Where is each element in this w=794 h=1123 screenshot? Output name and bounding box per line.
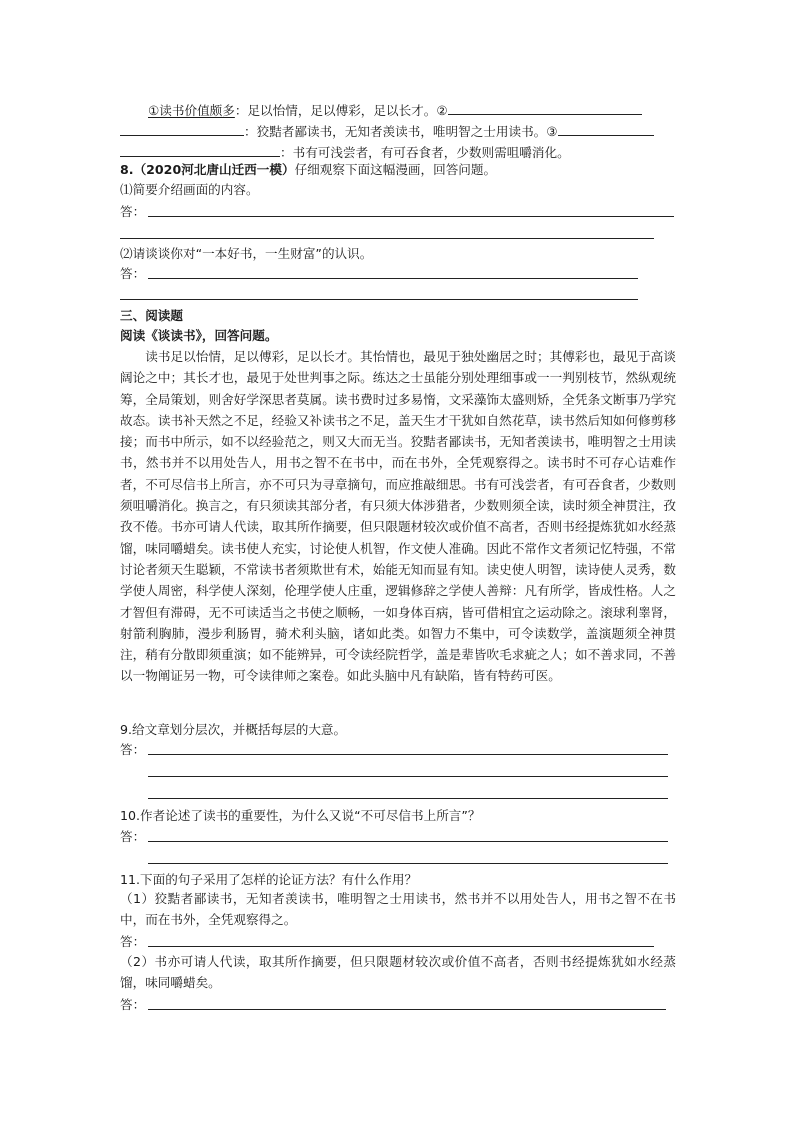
q11-sub2: （2）书亦可请人代读，取其所作摘要，但只限题材较次或价值不高者，否则书经提炼犹如水经蒸馏，味同嚼蜡矣。 xyxy=(120,954,676,991)
q8-sub2-answer-line-1[interactable] xyxy=(148,278,638,279)
q7-line-2 xyxy=(120,123,654,139)
q7-line-3 xyxy=(120,144,570,160)
q8-stem: 8.（2020河北唐山迁西一模）仔细观察下面这幅漫画，回答问题。 xyxy=(120,162,497,177)
q8-source: （2020河北唐山迁西一模） xyxy=(133,162,295,177)
q9-stem: 9.给文章划分层次，并概括每层的大意。 xyxy=(120,722,347,737)
q8-sub1: ⑴简要介绍画面的内容。 xyxy=(120,182,259,197)
q7-blank-3-cont[interactable] xyxy=(120,144,280,157)
q7-item1-label: ①读书价值颇多 xyxy=(148,103,235,118)
q11-sub2-answer-line[interactable] xyxy=(148,1009,666,1010)
q10-answer-line-1[interactable] xyxy=(148,841,668,842)
q8-sub2-answer-label: 答： xyxy=(120,266,146,281)
q8-sub1-answer-label: 答： xyxy=(120,204,146,219)
q8-sub1-answer-line-2[interactable] xyxy=(120,238,654,239)
q11-sub2-answer-label: 答： xyxy=(120,997,146,1012)
q7-blank-3[interactable] xyxy=(558,123,654,136)
q9-answer-line-2[interactable] xyxy=(148,776,668,777)
section-instruction: 阅读《谈读书》，回答问题。 xyxy=(120,328,278,343)
q10-answer-label: 答： xyxy=(120,829,146,844)
q8-sub2-answer-line-2[interactable] xyxy=(120,299,638,300)
q8-sub1-answer-line-1[interactable] xyxy=(148,216,674,217)
q9-answer-label: 答： xyxy=(120,742,146,757)
q7-blank-2[interactable] xyxy=(448,102,642,115)
section-heading: 三、阅读题 xyxy=(120,308,183,323)
q7-item1-text: ：足以怡情，足以傅彩，足以长才。② xyxy=(234,103,448,118)
q8-sub2: ⑵请谈谈你对“一本好书，一生财富”的认识。 xyxy=(120,246,373,261)
q7-item3-text: ：书有可浅尝者，有可吞食者，少数则需咀嚼消化。 xyxy=(280,145,570,160)
q11-sub1-answer-label: 答： xyxy=(120,934,146,949)
q11-sub1-answer-line[interactable] xyxy=(148,946,654,947)
q7-line-1 xyxy=(148,102,642,118)
q10-stem: 10.作者论述了读书的重要性，为什么又说“不可尽信书上所言”？ xyxy=(120,808,481,823)
q7-blank-2-cont[interactable] xyxy=(120,123,244,136)
q7-item2-text: ：狡黠者鄙读书，无知者羡读书，唯明智之士用读书。③ xyxy=(244,124,558,139)
q9-answer-line-1[interactable] xyxy=(148,754,668,755)
q9-answer-line-3[interactable] xyxy=(148,798,668,799)
q11-sub1: （1）狡黠者鄙读书，无知者羡读书，唯明智之士用读书，然书并不以用处告人，用书之智不在书中，而在书外，全凭观察得之。 xyxy=(120,891,676,928)
article-body: 读书足以怡情，足以傅彩，足以长才。其怡情也，最见于独处幽居之时；其傅彩也，最见于高谈阔论之中；其长才也，最见于处世判事之际。练达之士虽能分别处理细事或一一判别枝节，然纵观统筹，全局策划，则舍好学深思者莫属。读书费时过多易惰，文采藻饰太盛则矫，全凭条文断事乃学究故态。读书补天然之不足，经验又补读书之不足，盖天生才干犹如自然花草，读书然后知如何修剪移接；而书中所示，如不以经验范之，则又大而无当。狡黠者鄙读书，无知者羡读书，唯明智之士用读书，然书并不以用处告人，用书之智不在书中，而在书外，全凭观察得之。读书时不可存心诘难作者，不可尽信书上所言，亦不可只为寻章摘句，而应推敲细思。书有可浅尝者，有可吞食者，少数则须咀嚼消化。换言之，有只须读其部分者，有只须大体涉猎者，少数则须全读，读时须全神贯注，孜孜不倦。书亦可请人代读，取其所作摘要，但只限题材较次或价值不高者，否则书经提炼犹如水经蒸馏，味同嚼蜡矣。读书使人充实，讨论使人机智，作文使人准确。因此不常作文者须记忆特强，不常讨论者须天生聪颖，不常读书者须欺世有术，始能无知而显有知。读史使人明智，读诗使人灵秀，数学使人周密，科学使人深刻，伦理学使人庄重，逻辑修辞之学使人善辩：凡有所学，皆成性格。人之才智但有滞碍，无不可读适当之书使之顺畅，一如身体百病，皆可借相宜之运动除之。滚球利睾肾，射箭利胸肺，漫步利肠胃，骑术利头脑，诸如此类。如智力不集中，可令读数学，盖演题须全神贯注，稍有分散即须重演；如不能辨异，可令读经院哲学，盖是辈皆吹毛求疵之人；如不善求同，不善以一物阐证另一物，可令读律师之案卷。如此头脑中凡有缺陷，皆有特药可医。 xyxy=(120,349,676,684)
q11-stem: 11.下面的句子采用了怎样的论证方法？有什么作用？ xyxy=(120,872,418,887)
q10-answer-line-2[interactable] xyxy=(148,863,668,864)
